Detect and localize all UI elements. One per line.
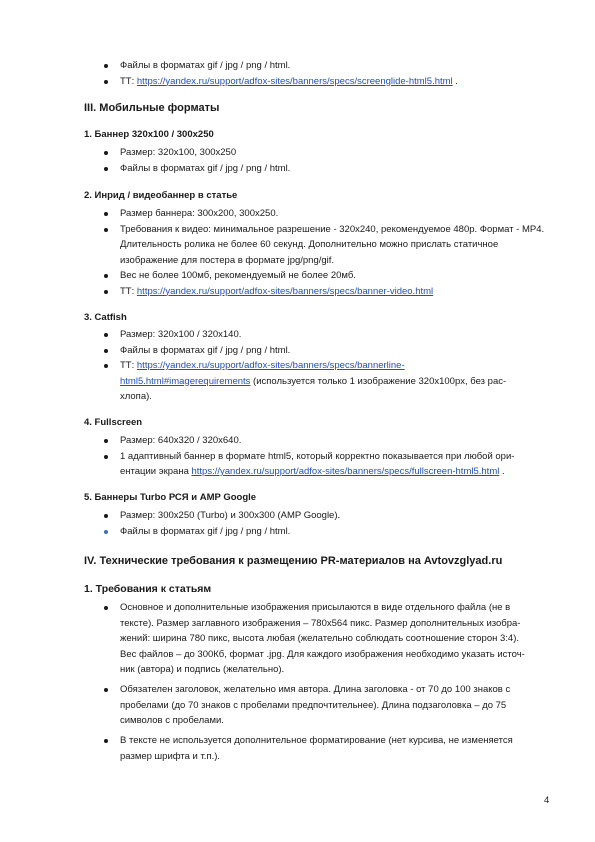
subsection-3-2-title: 2. Инрид / видеобаннер в статье [84, 190, 238, 201]
tt-label: ТТ: [120, 360, 137, 371]
tt-suffix: . [452, 75, 458, 87]
list-item [84, 284, 554, 300]
subsection-3-1-title: 1. Баннер 320х100 / 300х250 [84, 129, 214, 140]
adaptive-text: 1 адаптивный баннер в формате html5, который корректно показывается при любой ори- [120, 450, 515, 462]
list-item [84, 74, 554, 90]
paragraph-line: символов с пробелами. [120, 715, 224, 726]
tt-label: ТТ: [120, 75, 137, 87]
adaptive-suffix: . [499, 466, 505, 477]
paragraph-line: ник (автора) и подпись (желательно). [120, 664, 285, 675]
subsection-3-3-title: 3. Catfish [84, 312, 127, 323]
subsection-3-5-block [84, 508, 554, 539]
subsection-4-1-title: 1. Требования к статьям [84, 583, 212, 595]
list-item [84, 449, 554, 480]
list-item: Файлы в форматах gif / jpg / png / html. [84, 161, 554, 177]
paragraph-line: Обязателен заголовок, желательно имя автора. Длина заголовка - от 70 до 100 знаков с [120, 684, 511, 695]
bullet-list [84, 508, 554, 539]
subsection-4-1-block-2 [84, 682, 554, 729]
list-item [84, 682, 554, 729]
subsection-3-1-block [84, 145, 554, 176]
banner-video-link[interactable]: https://yandex.ru/support/adfox-sites/banners/specs/banner-video.html [136, 285, 434, 297]
bullet-list [84, 327, 554, 405]
list-item: Файлы в форматах gif / jpg / png / html. [84, 524, 554, 540]
list-item [84, 600, 554, 678]
section-3-title: III. Мобильные форматы [84, 102, 220, 114]
subsection-3-3-block [84, 327, 554, 405]
list-item: Вес не более 100мб, рекомендуемый не более 20мб. [84, 268, 554, 284]
paragraph-line: размер шрифта и т.п.). [120, 750, 221, 762]
list-item [84, 358, 554, 405]
list-item: Размер баннера: 300х200, 300х250. [84, 206, 554, 222]
subsection-4-1-block [84, 600, 554, 678]
paragraph-line: Вес файлов – до 300Кб, формат .jpg. Для каждого изображения необходимо указать источ- [120, 648, 525, 660]
list-item: Размер: 320х100, 300х250 [84, 145, 554, 161]
screenglide-link[interactable]: https://yandex.ru/support/adfox-sites/banners/specs/screenglide-html5.html [136, 75, 453, 87]
bullet-list [84, 206, 554, 299]
top-bullet-list [84, 58, 554, 89]
list-item: Требования к видео: минимальное разрешение - 320х240, рекомендуемое 480p. Формат - MP4. Длительность ролика не более 60 секунд. Дополнительно можно прислать статичное изображение для постера в формате jpg/png/gif. [84, 222, 554, 269]
bannerline-link[interactable]: https://yandex.ru/support/adfox-sites/banners/specs/bannerline- [136, 360, 405, 371]
section-4-title: IV. Технические требования к размещению PR-материалов на Avtovzglyad.ru [84, 555, 503, 567]
top-list-block [84, 58, 554, 89]
tt-note: (используется только 1 изображение 320x100px, без рас- [250, 375, 507, 387]
paragraph-line: Основное и дополнительные изображения присылаются в виде отдельного файла (не в [120, 602, 511, 613]
bullet-list [84, 600, 554, 678]
tt-label: ТТ: [120, 285, 137, 297]
subsection-3-2-block [84, 206, 554, 299]
subsection-4-1-block-3 [84, 733, 554, 764]
subsection-3-5-title: 5. Баннеры Turbo РСЯ и AMP Google [84, 492, 257, 503]
paragraph-line: тексте). Размер заглавного изображения – 780х564 пикс. Размер дополнительных изобра- [120, 617, 521, 629]
list-item: Файлы в форматах gif / jpg / png / html. [84, 58, 554, 74]
list-item [84, 733, 554, 764]
paragraph-line: пробелами (до 70 знаков с пробелами предпочтительнее). Длина подзаголовка – до 75 [120, 699, 507, 711]
tt-note-cont: хлопа). [120, 391, 152, 402]
paragraph-line: В тексте не используется дополнительное форматирование (нет курсива, не изменяется [120, 735, 513, 746]
subsection-3-4-block [84, 433, 554, 480]
paragraph-line: жений: ширина 780 пикс, высота любая (желательно соблюдать соотношение сторон 3:4). [120, 633, 519, 644]
fullscreen-link[interactable]: https://yandex.ru/support/adfox-sites/banners/specs/fullscreen-html5.html [191, 466, 500, 477]
adaptive-text-cont: ентации экрана [120, 466, 192, 477]
bullet-list [84, 433, 554, 480]
bannerline-link-cont[interactable]: html5.html#imagerequirements [120, 375, 251, 387]
page-number: 4 [544, 795, 550, 806]
bullet-list [84, 145, 554, 176]
list-item: Файлы в форматах gif / jpg / png / html. [84, 343, 554, 359]
bullet-list [84, 682, 554, 729]
bullet-list [84, 733, 554, 764]
list-item: Размер: 640x320 / 320x640. [84, 433, 554, 449]
list-item: Размер: 300х250 (Turbo) и 300х300 (AMP Google). [84, 508, 554, 524]
list-item: Размер: 320x100 / 320x140. [84, 327, 554, 343]
subsection-3-4-title: 4. Fullscreen [84, 417, 143, 428]
